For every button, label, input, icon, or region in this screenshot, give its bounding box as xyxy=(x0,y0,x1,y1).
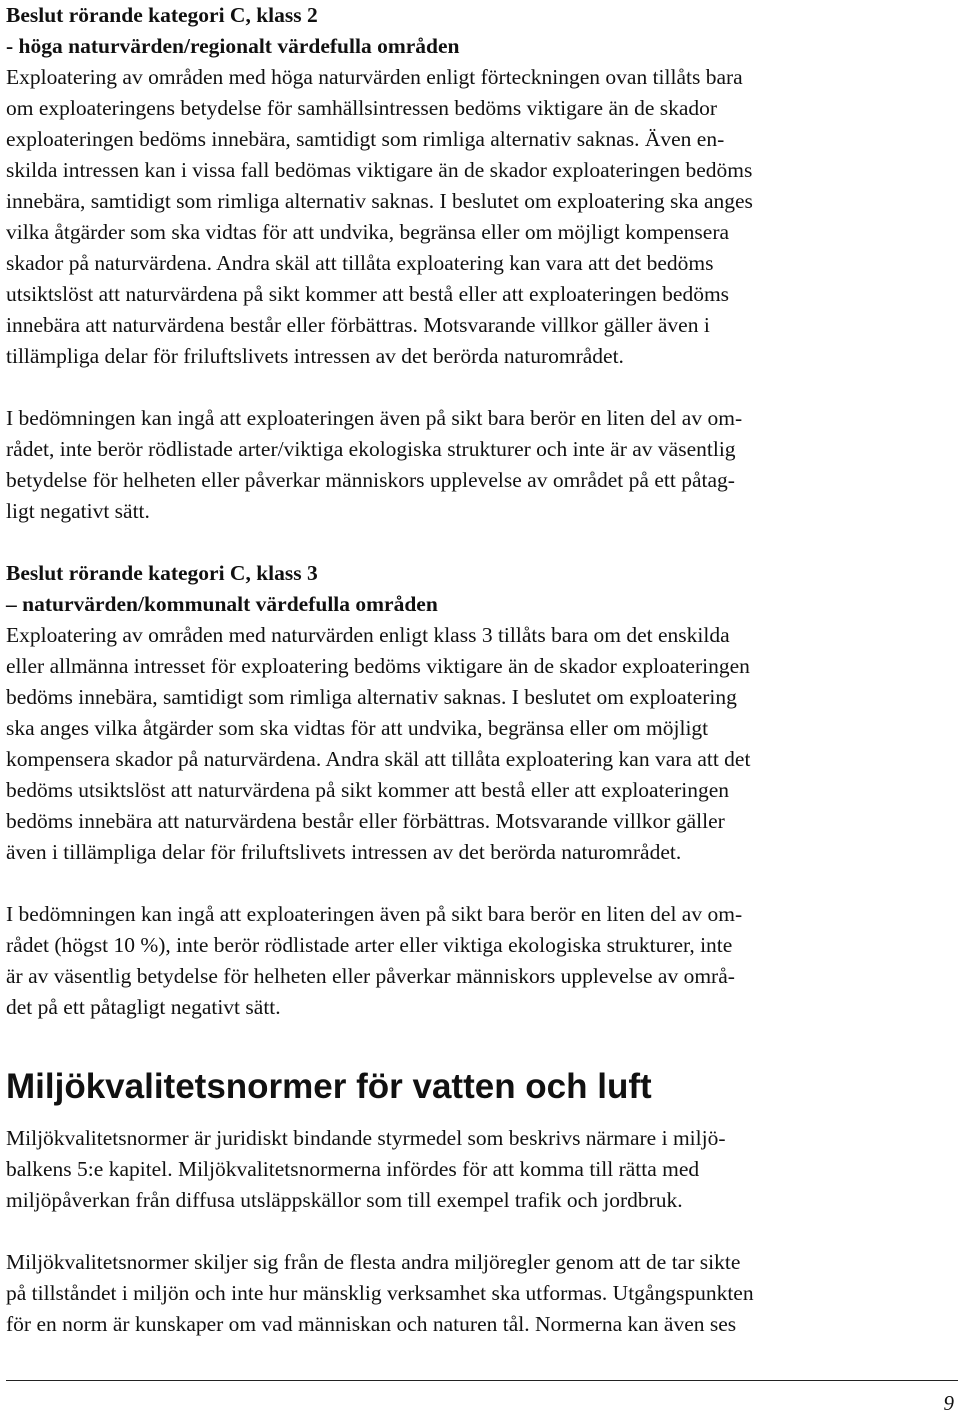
section-category-c-class-3 xyxy=(6,558,906,1023)
body-paragraph: Miljökvalitetsnormer skiljer sig från de flesta andra miljöregler genom att de tar sikte på tillståndet i miljön och inte hur mänsklig verksamhet ska utformas. Utgångspunkten för en norm är kunskaper om vad människan och naturen tål. Normerna kan även ses xyxy=(6,1250,754,1336)
body-paragraph: Miljökvalitetsnormer är juridiskt bindande styrmedel som beskrivs närmare i miljö- balkens 5:e kapitel. Miljökvalitetsnormerna infördes för att komma till rätta med miljöpåverkan från diffusa utsläppskällor som till exempel trafik och jordbruk. xyxy=(6,1126,726,1212)
paragraph-spacer xyxy=(6,372,906,403)
body-paragraph: Exploatering av områden med höga naturvärden enligt förteckningen ovan tillåts bara om exploateringens betydelse för samhällsintressen bedöms viktigare än de skador exploateringen bedöms innebära, samtidigt som rimliga alternativ saknas. Även en- skilda intressen kan i vissa fall bedömas viktigare än de skador exploateringen bedöms innebära, samtidigt som rimliga alternativ saknas. I beslutet om exploatering ska anges vilka åtgärder som ska vidtas för att undvika, begränsa eller om möjligt kompensera skador på naturvärdena. Andra skäl att tillåta exploatering kan vara att det bedöms utsiktslöst att naturvärdena på sikt kommer att bestå eller att exploateringen bedöms innebära att naturvärdena består eller förbättras. Motsvarande villkor gäller även i tillämpliga delar för friluftslivets intressen av det berörda naturområdet. xyxy=(6,65,753,368)
paragraph-spacer xyxy=(6,1216,906,1247)
chapter-title: Miljökvalitetsnormer för vatten och luft xyxy=(6,1067,652,1106)
section-spacer xyxy=(6,527,906,558)
section-environmental-quality-standards xyxy=(6,1067,906,1340)
paragraph-spacer xyxy=(6,868,906,899)
body-paragraph: Exploatering av områden med naturvärden enligt klass 3 tillåts bara om det enskilda eller allmänna intresset för exploatering bedöms viktigare än de skador exploateringen bedöms innebära, samtidigt som rimliga alternativ saknas. I beslutet om exploatering ska anges vilka åtgärder som ska vidtas för att undvika, begränsa eller om möjligt kompensera skador på naturvärdena. Andra skäl att tillåta exploatering kan vara att det bedöms utsiktslöst att naturvärdena på sikt kommer att bestå eller att exploateringen bedöms innebära att naturvärdena består eller förbättras. Motsvarande villkor gäller även i tillämpliga delar för friluftslivets intressen av det berörda naturområdet. xyxy=(6,623,751,864)
document-page xyxy=(6,0,906,1340)
title-spacer xyxy=(6,1107,906,1123)
body-paragraph: I bedömningen kan ingå att exploateringen även på sikt bara berör en liten del av om- rådet, inte berör rödlistade arter/viktiga ekologiska strukturer och inte är av väsentlig betydelse för helheten eller påverkar människors upplevelse av området på ett påtag- ligt negativt sätt. xyxy=(6,406,743,523)
footer-divider xyxy=(6,1380,958,1381)
section-spacer xyxy=(6,1023,906,1067)
page-number: 9 xyxy=(943,1391,954,1415)
section-heading: Beslut rörande kategori C, klass 2 - höga naturvärden/regionalt värdefulla områden xyxy=(6,3,460,58)
section-category-c-class-2 xyxy=(6,0,906,527)
section-heading: Beslut rörande kategori C, klass 3 – naturvärden/kommunalt värdefulla områden xyxy=(6,561,438,616)
body-paragraph: I bedömningen kan ingå att exploateringen även på sikt bara berör en liten del av om- rådet (högst 10 %), inte berör rödlistade arter eller viktiga ekologiska strukturer, inte är av väsentlig betydelse för helheten eller påverkar människors upplevelse av områ- det på ett påtagligt negativt sätt. xyxy=(6,902,743,1019)
